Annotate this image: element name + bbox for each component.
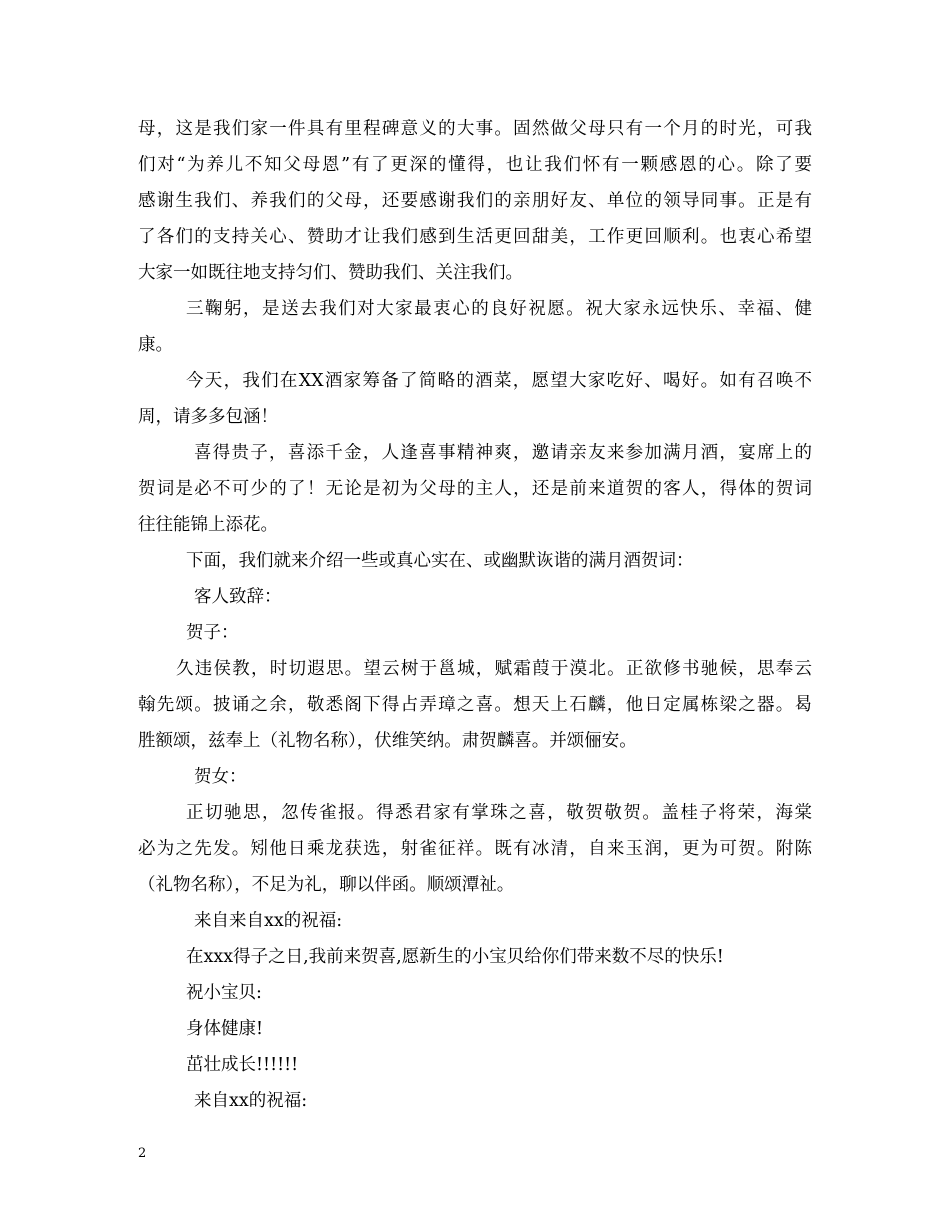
text-line: 胜额颂，兹奉上（礼物名称），伏维笑纳。肃贺麟喜。并颂俪安。	[138, 731, 637, 751]
text-line: 康。	[138, 335, 173, 355]
text-line: 茁壮成长!!!!!!	[186, 1055, 299, 1075]
text-line: 来自来自xx的祝福:	[194, 911, 343, 931]
text-line: 下面，我们就来介绍一些或真心实在、或幽默诙谐的满月酒贺词：	[186, 551, 694, 571]
text-line: 今天，我们在XX酒家筹备了简略的酒菜，愿望大家吃好、喝好。如有召唤不	[186, 371, 812, 391]
text-line: 三鞠躬，是送去我们对大家最衷心的良好祝愿。祝大家永远快乐、幸福、健	[186, 299, 812, 319]
text-line: 往往能锦上添花。	[138, 515, 278, 535]
text-line: 周，请多多包涵！	[138, 407, 278, 427]
text-line: 客人致辞：	[194, 587, 282, 607]
text-line: 喜得贵子，喜添千金，人逢喜事精神爽，邀请亲友来参加满月酒，宴席上的	[194, 443, 812, 463]
text-line: 身体健康!	[186, 1019, 264, 1039]
text-line: 在xxx得子之日,我前来贺喜,愿新生的小宝贝给你们带来数不尽的快乐!	[186, 947, 724, 967]
text-line: 翰先颂。披诵之余，敬悉阁下得占弄璋之喜。想天上石麟，他日定属栋梁之器。曷	[138, 695, 812, 715]
text-line: 祝小宝贝:	[186, 983, 262, 1003]
text-line: 大家一如既往地支持匀们、赞助我们、关注我们。	[138, 263, 523, 283]
text-line: 母，这是我们家一件具有里程碑意义的大事。固然做父母只有一个月的时光，可我	[138, 119, 812, 139]
text-line: 贺女：	[194, 767, 247, 787]
text-line: 贺词是必不可少的了！无论是初为父母的主人，还是前来道贺的客人，得体的贺词	[138, 479, 812, 499]
text-line: 正切驰思，忽传雀报。得悉君家有掌珠之喜，敬贺敬贺。盖桂子将荣，海棠	[186, 803, 812, 823]
text-line: 久违侯教，时切遐思。望云树于邕城，赋霜葭于漠北。正欲修书驰候，思奉云	[176, 659, 812, 679]
text-line: 了各们的支持关心、赞助才让我们感到生活更回甜美，工作更回顺利。也衷心希望	[138, 227, 812, 247]
text-line: 感谢生我们、养我们的父母，还要感谢我们的亲朋好友、单位的领导同事。正是有	[138, 191, 812, 211]
text-line: 来自xx的祝福:	[194, 1091, 308, 1111]
text-line: 们对“为养儿不知父母恩”有了更深的懂得，也让我们怀有一颗感恩的心。除了要	[138, 155, 812, 175]
text-line: （礼物名称），不足为礼，聊以伴函。顺颂潭祉。	[138, 875, 515, 895]
text-line: 必为之先发。矧他日乘龙获选，射雀征祥。既有冰清，自来玉润，更为可贺。附陈	[138, 839, 812, 859]
text-line: 贺子：	[186, 623, 239, 643]
page-number: 2	[138, 1146, 147, 1161]
